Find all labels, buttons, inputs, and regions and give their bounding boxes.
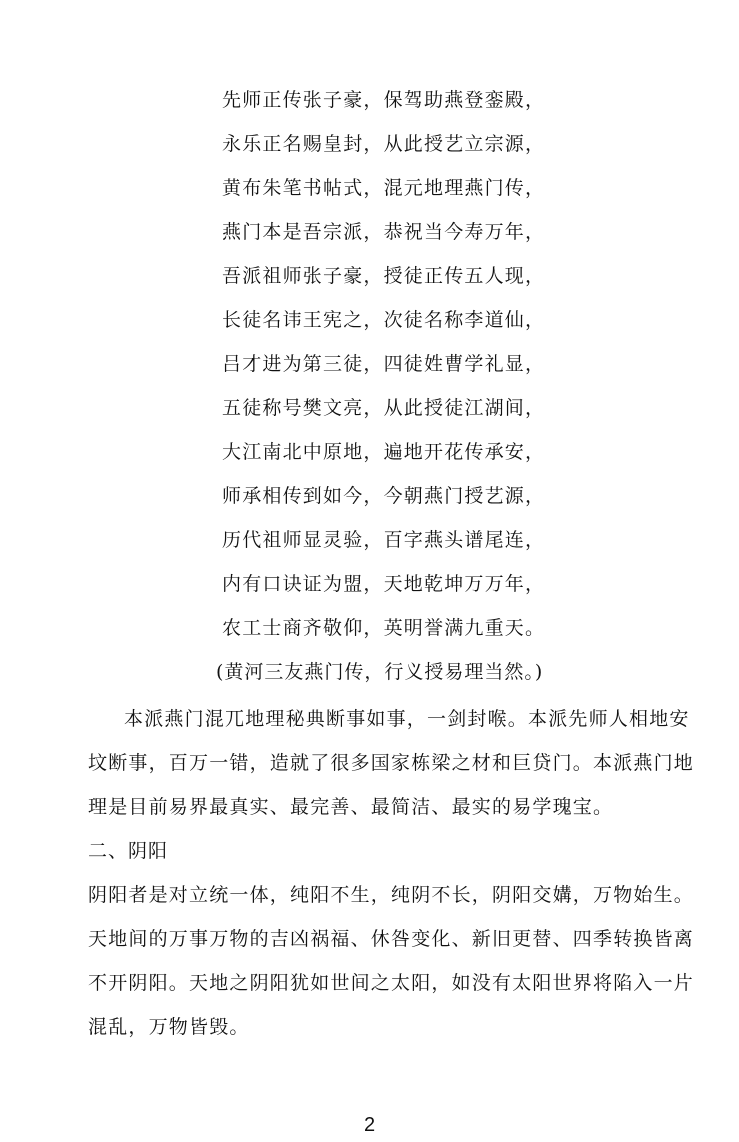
poem-note: (黄河三友燕门传，行义授易理当然。): [216, 661, 544, 683]
poem-line: 农工士商齐敬仰，英明誉满九重天。: [222, 617, 546, 639]
poem-line: 师承相传到如今，今朝燕门授艺源，: [222, 485, 546, 507]
section-heading: 二、阴阳: [88, 840, 169, 862]
paragraph-line: 坟断事，百万一错，造就了很多国家栋梁之材和巨贷门。本派燕门地: [88, 752, 695, 774]
paragraph-line: 理是目前易界最真实、最完善、最简洁、最实的易学瑰宝。: [88, 796, 614, 818]
paragraph-line: 混乱，万物皆毁。: [88, 1016, 250, 1038]
paragraph-line: 不开阴阳。天地之阴阳犹如世间之太阳，如没有太阳世界将陷入一片: [88, 972, 695, 994]
poem-line: 历代祖师显灵验，百字燕头谱尾连，: [222, 529, 546, 551]
poem-line: 吕才进为第三徒，四徒姓曹学礼显，: [222, 353, 546, 375]
paragraph-line: 阴阳者是对立统一体，纯阳不生，纯阴不长，阴阳交媾，万物始生。: [88, 884, 695, 906]
poem-line: 黄布朱笔书帖式，混元地理燕门传，: [222, 177, 546, 199]
poem-line: 吾派祖师张子豪，授徒正传五人现，: [222, 265, 546, 287]
poem-line: 燕门本是吾宗派，恭祝当今寿万年，: [222, 221, 546, 243]
poem-line: 内有口诀证为盟，天地乾坤万万年，: [222, 573, 546, 595]
poem-line: 大江南北中原地，遍地开花传承安，: [222, 441, 546, 463]
page-number: 2: [363, 1114, 376, 1136]
poem-line: 长徒名讳王宪之，次徒名称李道仙，: [222, 309, 546, 331]
poem-line: 五徒称号樊文亮，从此授徒江湖间，: [222, 397, 546, 419]
poem-line: 永乐正名赐皇封，从此授艺立宗源，: [222, 133, 546, 155]
paragraph-line: 本派燕门混兀地理秘典断事如事，一剑封喉。本派先师人相地安: [124, 708, 690, 730]
paragraph-line: 天地间的万事万物的吉凶祸福、休咎变化、新旧更替、四季转换皆离: [88, 928, 695, 950]
poem-line: 先师正传张子豪，保驾助燕登銮殿，: [222, 89, 546, 111]
